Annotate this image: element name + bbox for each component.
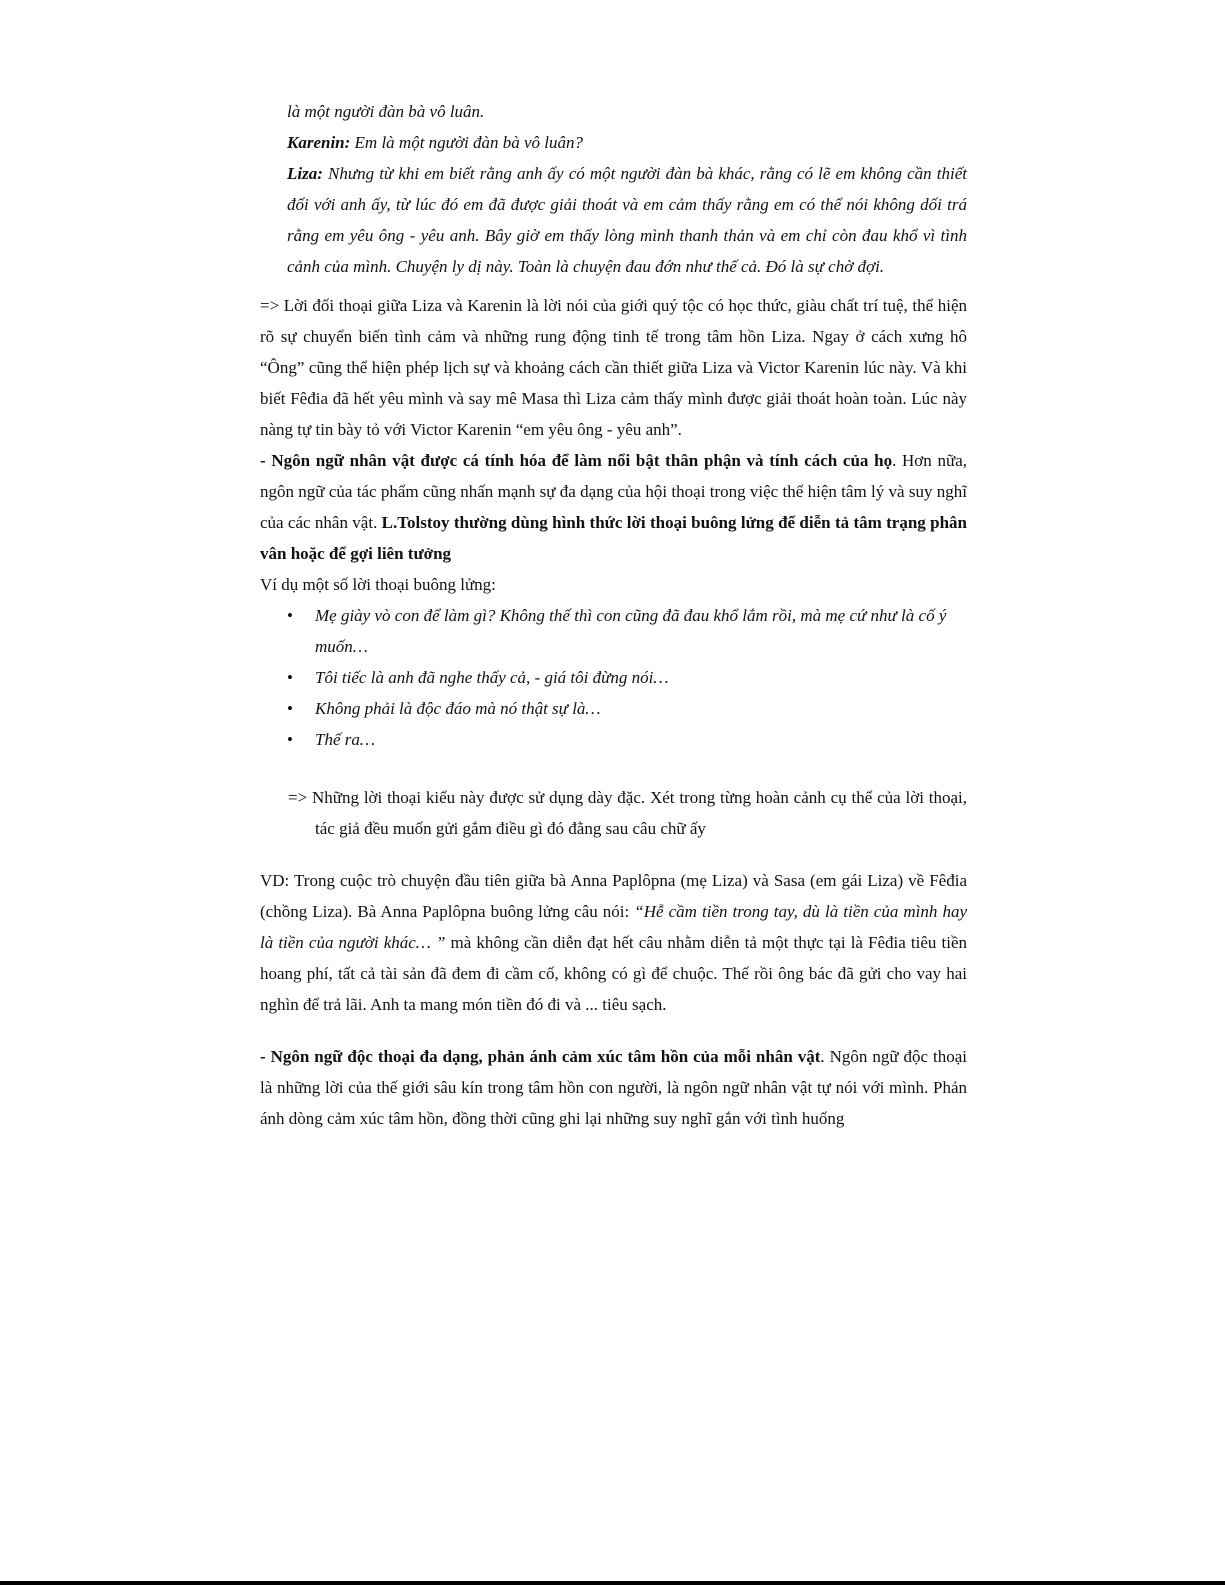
examples-list	[260, 600, 967, 755]
bullet-icon: •	[287, 606, 293, 625]
dialogue-text: Nhưng từ khi em biết rằng anh ấy có một người đàn bà khác, rằng có lẽ em không cần thiết đối với anh ấy, từ lúc đó em đã được giải thoát và em cảm thấy rằng em có thể nói không dối trá rằng em yêu ông - yêu anh. Bây giờ em thấy lòng mình thanh thản và em chỉ còn đau khổ vì tình cảnh của mình. Chuyện ly dị này. Toàn là chuyện đau đớn như thế cả. Đó là sự chờ đợi.	[287, 164, 967, 276]
dialogue-line	[260, 96, 967, 127]
monologue-paragraph	[260, 1041, 967, 1134]
list-item	[260, 724, 967, 755]
heading-bold: - Ngôn ngữ nhân vật được cá tính hóa để làm nổi bật thân phận và tính cách của họ	[260, 451, 893, 470]
body-text: VD: Trong cuộc trò chuyện đầu tiên giữa bà Anna Paplôpna (mẹ Liza) và Sasa (em gái Liza) về Fêđia (chồng Liza). Bà Anna Paplôpna buông lửng câu nói:	[260, 871, 967, 921]
examples-intro: Ví dụ một số lời thoại buông lửng:	[260, 575, 496, 594]
bullet-icon: •	[287, 730, 293, 749]
speaker-karenin: Karenin:	[287, 133, 351, 152]
bullet-icon: •	[287, 699, 293, 718]
example-text: Thế ra…	[315, 730, 375, 749]
list-item	[260, 693, 967, 724]
conclusion-paragraph: => Những lời thoại kiểu này được sử dụng dày đặc. Xét trong từng hoàn cảnh cụ thể của lời thoại, tác giả đều muốn gửi gắm điều gì đó đằng sau câu chữ ấy	[288, 788, 967, 838]
dialogue-karenin	[260, 127, 967, 158]
document-page	[260, 96, 967, 1134]
example-text: Mẹ giày vò con để làm gì? Không thế thì con cũng đã đau khổ lắm rồi, mà mẹ cứ như là cố ý muốn…	[315, 606, 947, 656]
dialogue-liza	[260, 158, 967, 282]
dialogue-text: Em là một người đàn bà vô luân?	[350, 133, 584, 152]
example-text: Tôi tiếc là anh đã nghe thấy cả, - giá tôi đừng nói…	[315, 668, 669, 687]
heading-bold: - Ngôn ngữ độc thoại đa dạng, phản ánh cảm xúc tâm hồn của mỗi nhân vật	[260, 1047, 821, 1066]
example-paragraph	[260, 865, 967, 1020]
list-item	[260, 662, 967, 693]
page-bottom-border	[0, 1581, 1225, 1585]
body-text: mà không cần diễn đạt hết câu nhằm diễn tả một thực tại là Fêđia tiêu tiền hoang phí, tất cả tài sản đã đem đi cầm cố, không có gì để chuộc. Thế rồi ông bác đã gửi cho vay hai nghìn để trả lãi. Anh ta mang món tiền đó đi và ... tiêu sạch.	[260, 933, 967, 1014]
body-text: . Hơn nữa, ngôn ngữ của tác phẩm cũng nhấn mạnh sự đa dạng của hội thoại trong việc thể hiện tâm lý và suy nghĩ của các nhân vật.	[260, 451, 967, 532]
bullet-icon: •	[287, 668, 293, 687]
heading-bold: L.Tolstoy thường dùng hình thức lời thoại buông lửng để diễn tả tâm trạng phân vân hoặc để gợi liên tưởng	[260, 513, 967, 563]
analysis-paragraph: => Lời đối thoại giữa Liza và Karenin là lời nói của giới quý tộc có học thức, giàu chất trí tuệ, thể hiện rõ sự chuyển biến tình cảm và những rung động tinh tế trong tâm hồn Liza. Ngay ở cách xưng hô “Ông” cũng thể hiện phép lịch sự và khoảng cách cần thiết giữa Liza và Victor Karenin lúc này. Và khi biết Fêđia đã hết yêu mình và say mê Masa thì Liza cảm thấy mình được giải thoát hoàn toàn. Lúc này nàng tự tin bày tỏ với Victor Karenin “em yêu ông - yêu anh”.	[260, 296, 967, 439]
dialogue-text: là một người đàn bà vô luân.	[287, 102, 485, 121]
body-text: . Ngôn ngữ độc thoại là những lời của thế giới sâu kín trong tâm hồn con người, là ngôn ngữ nhân vật tự nói với mình. Phản ánh dòng cảm xúc tâm hồn, đồng thời cũng ghi lại những suy nghĩ gắn với tình huống	[260, 1047, 968, 1128]
character-language-paragraph	[260, 445, 967, 569]
speaker-liza: Liza:	[287, 164, 323, 183]
example-text: Không phải là độc đáo mà nó thật sự là…	[315, 699, 601, 718]
list-item	[260, 600, 967, 662]
quote-text: “Hễ cầm tiền trong tay, dù là tiền của mình hay là tiền của người khác… ”	[260, 902, 968, 952]
